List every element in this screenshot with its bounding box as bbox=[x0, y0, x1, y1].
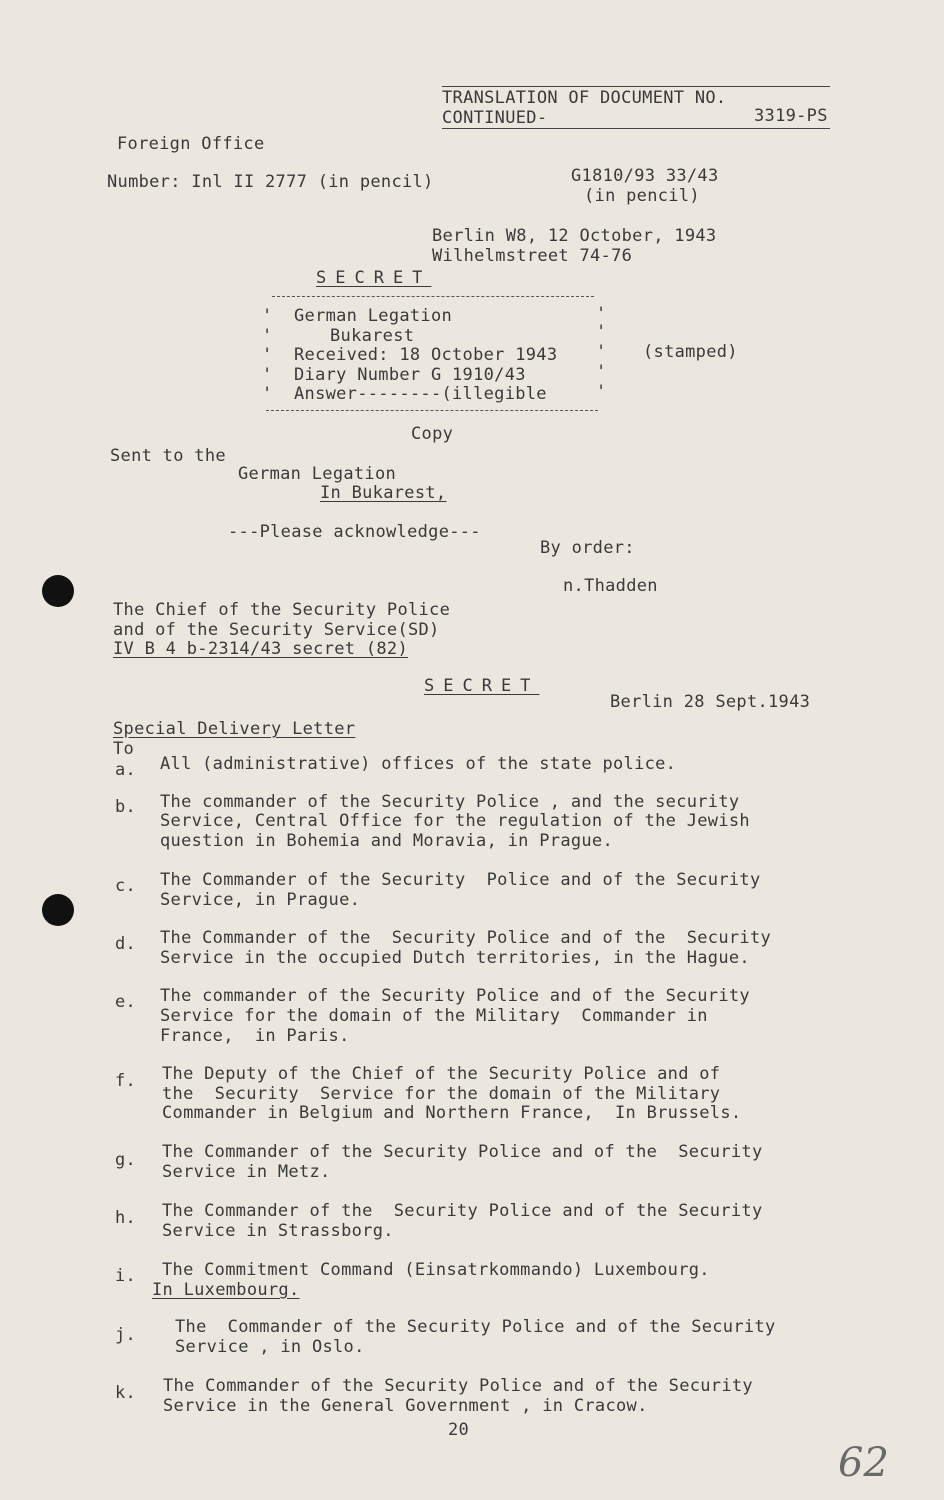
item-line: Service , in Oslo. bbox=[175, 1337, 365, 1357]
item-line: Service in Metz. bbox=[162, 1162, 331, 1182]
page-number: 20 bbox=[448, 1420, 470, 1440]
header-rule-bottom bbox=[442, 128, 830, 129]
stamp-top-border bbox=[272, 296, 594, 297]
item-line: The Commander of the Security Police and of the Security bbox=[163, 1376, 753, 1396]
date-2: Berlin 28 Sept.1943 bbox=[610, 692, 811, 712]
punch-hole-bottom bbox=[42, 894, 74, 926]
signer: n.Thadden bbox=[563, 576, 658, 596]
item-line: The Commander of the Security Police and of the Security bbox=[175, 1317, 776, 1337]
ref-sub: (in pencil) bbox=[584, 186, 700, 206]
handwritten-page-number: 62 bbox=[838, 1440, 889, 1486]
item-line: The Commander of the Security Police and of the Security bbox=[160, 870, 761, 890]
item-line: In Luxembourg. bbox=[152, 1280, 300, 1300]
item-line: Service in the occupied Dutch territories, in the Hague. bbox=[160, 948, 750, 968]
stamp-line-2: Bukarest bbox=[330, 326, 415, 346]
chief-line-3: IV B 4 b-2314/43 secret (82) bbox=[113, 639, 408, 659]
german-legation: German Legation bbox=[238, 464, 397, 484]
item-line: The Commander of the Security Police and of the Security bbox=[160, 928, 772, 948]
item-letter: i. bbox=[115, 1266, 137, 1286]
item-line: All (administrative) offices of the state police. bbox=[160, 754, 677, 774]
header-rule-top bbox=[442, 86, 830, 87]
stamp-tick-r2: ' bbox=[596, 322, 607, 342]
item-letter: d. bbox=[115, 934, 137, 954]
item-line: Service, Central Office for the regulation of the Jewish bbox=[160, 811, 750, 831]
stamp-note: (stamped) bbox=[643, 342, 738, 362]
stamp-tick-r3: ' bbox=[596, 342, 607, 362]
stamp-line-1: German Legation bbox=[294, 306, 453, 326]
item-line: Service in the General Government , in Cracow. bbox=[163, 1396, 648, 1416]
stamp-line-3: Received: 18 October 1943 bbox=[294, 345, 558, 365]
special-delivery: Special Delivery Letter bbox=[113, 719, 356, 739]
street: Wilhelmstreet 74-76 bbox=[432, 246, 633, 266]
stamp-bottom-border bbox=[266, 410, 598, 411]
ref-top: G1810/93 33/43 bbox=[571, 166, 719, 186]
in-bukarest: In Bukarest, bbox=[320, 483, 447, 503]
stamp-tick-l1: ' bbox=[262, 306, 273, 326]
chief-line-1: The Chief of the Security Police bbox=[113, 600, 451, 620]
sent-to: Sent to the bbox=[110, 446, 226, 466]
secret-heading-2: SECRET bbox=[424, 676, 540, 696]
item-line: Service for the domain of the Military Commander in bbox=[160, 1006, 708, 1026]
stamp-tick-r1: ' bbox=[596, 304, 607, 324]
item-line: The Commander of the Security Police and of the Security bbox=[162, 1201, 763, 1221]
item-line: question in Bohemia and Moravia, in Prague. bbox=[160, 831, 613, 851]
item-letter: g. bbox=[115, 1150, 137, 1170]
item-letter: c. bbox=[115, 876, 137, 896]
stamp-tick-r5: ' bbox=[596, 382, 607, 402]
stamp-tick-l2: ' bbox=[262, 326, 273, 346]
item-letter: h. bbox=[115, 1208, 137, 1228]
by-order: By order: bbox=[540, 538, 635, 558]
item-line: The Commander of the Security Police and of the Security bbox=[162, 1142, 763, 1162]
header-translation: TRANSLATION OF DOCUMENT NO. bbox=[442, 88, 727, 108]
item-letter: k. bbox=[115, 1383, 137, 1403]
stamp-line-4: Diary Number G 1910/43 bbox=[294, 365, 526, 385]
item-letter: j. bbox=[115, 1325, 137, 1345]
please-acknowledge: ---Please acknowledge--- bbox=[228, 522, 481, 542]
item-letter: a. bbox=[115, 760, 137, 780]
header-doc-no: 3319-PS bbox=[754, 106, 828, 126]
item-line: Service in Strassborg. bbox=[162, 1221, 394, 1241]
punch-hole-top bbox=[42, 575, 74, 607]
item-line: The Commitment Command (Einsatrkommando) Luxembourg. bbox=[162, 1260, 710, 1280]
to-label: To bbox=[113, 739, 135, 759]
item-line: Service, in Prague. bbox=[160, 890, 361, 910]
item-line: The commander of the Security Police and of the Security bbox=[160, 986, 750, 1006]
header-continued: CONTINUED- bbox=[442, 108, 548, 128]
item-line: Commander in Belgium and Northern France, In Brussels. bbox=[162, 1103, 742, 1123]
chief-line-2: and of the Security Service(SD) bbox=[113, 620, 440, 640]
item-letter: f. bbox=[115, 1071, 137, 1091]
number-line: Number: Inl II 2777 (in pencil) bbox=[107, 172, 434, 192]
item-line: The Deputy of the Chief of the Security Police and of bbox=[162, 1064, 721, 1084]
item-letter: e. bbox=[115, 992, 137, 1012]
stamp-tick-r4: ' bbox=[596, 362, 607, 382]
place-date: Berlin W8, 12 October, 1943 bbox=[432, 226, 717, 246]
stamp-tick-l4: ' bbox=[262, 365, 273, 385]
copy-label: Copy bbox=[411, 424, 454, 444]
stamp-line-5: Answer--------(illegible bbox=[294, 384, 547, 404]
stamp-tick-l5: ' bbox=[262, 384, 273, 404]
item-line: the Security Service for the domain of the Military bbox=[162, 1084, 721, 1104]
foreign-office: Foreign Office bbox=[117, 134, 265, 154]
stamp-tick-l3: ' bbox=[262, 345, 273, 365]
secret-heading-1: SECRET bbox=[316, 268, 432, 288]
item-letter: b. bbox=[115, 797, 137, 817]
item-line: France, in Paris. bbox=[160, 1026, 350, 1046]
item-line: The commander of the Security Police , and the security bbox=[160, 792, 740, 812]
